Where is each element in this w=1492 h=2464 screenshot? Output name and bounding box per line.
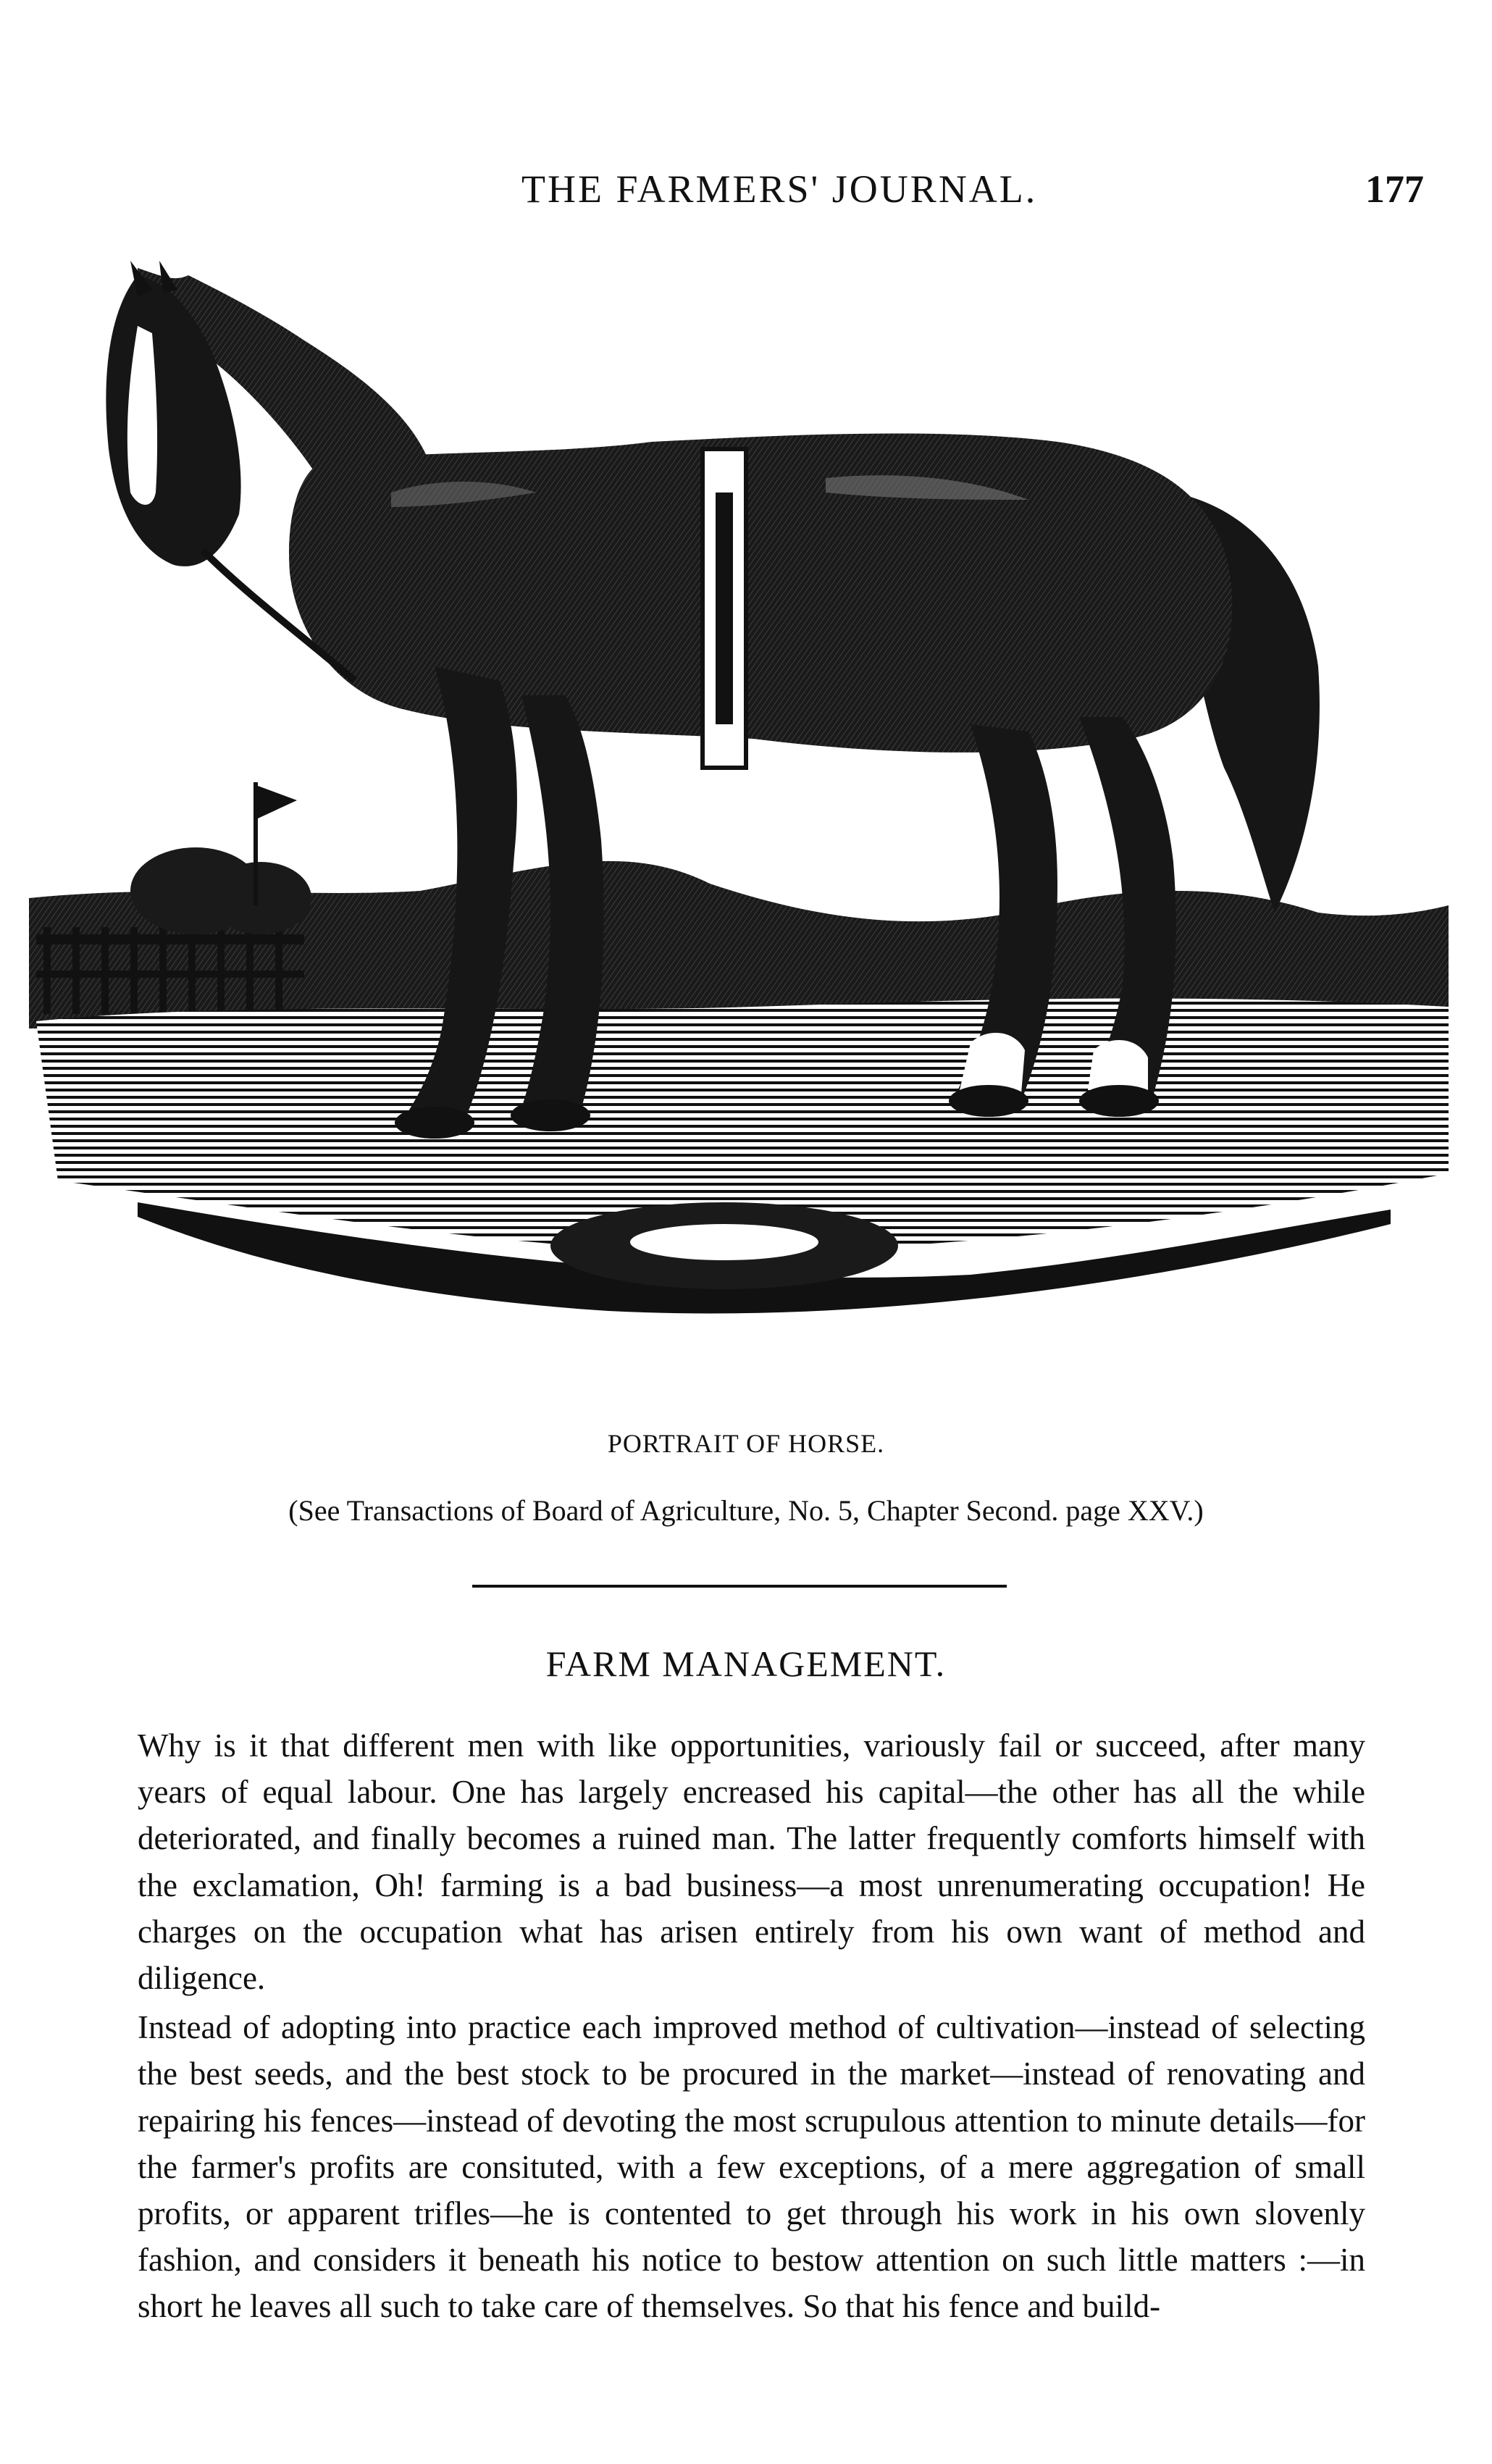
caption-title: PORTRAIT OF HORSE.	[607, 1429, 885, 1458]
horse-engraving	[29, 261, 1449, 1369]
paragraph: Why is it that different men with like opportunities, variously fail or succeed, after many years of equal labour. One has largely encreased his capital—the other has all the while deteriorated, and finally becomes a ruined man. The latter frequently comforts himself with the exclamation, Oh! farming is a bad business—a most unrenumerating occupation! He charges on the occupation what has arisen entirely from his own want of method and diligence.	[138, 1727, 1365, 1997]
trees	[130, 847, 311, 934]
section-divider	[472, 1585, 1007, 1588]
caption-reference: (See Transactions of Board of Agriculture, No. 5, Chapter Second. page XXV.)	[288, 1494, 1204, 1527]
article-heading: FARM MANAGEMENT.	[545, 1643, 947, 1684]
article-body	[138, 1722, 1365, 2330]
journal-title: THE FARMERS' JOURNAL.	[521, 167, 1038, 211]
page-number: 177	[1365, 167, 1424, 211]
paragraph: Instead of adopting into practice each improved method of cultivation—instead of selecting the best seeds, and the best stock to be procured in the market—instead of renovating and repairing his fences—instead of devoting the most scrupulous attention to minute details—for the farmer's profits are consituted, with a few exceptions, of a mere aggregation of small profits, or apparent trifles—he is contented to get through his work in his own slovenly fashion, and considers it beneath his notice to bestow attention on such little matters :—in short he leaves all such to take care of themselves. So that his fence and build-	[138, 2009, 1365, 2325]
running-head	[0, 167, 1492, 217]
